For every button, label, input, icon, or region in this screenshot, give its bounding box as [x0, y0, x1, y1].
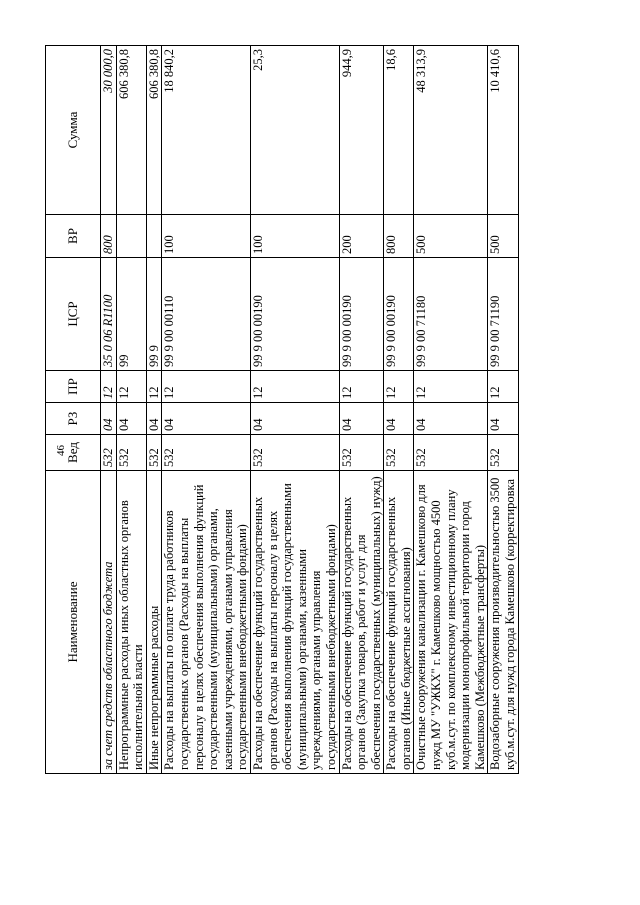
row-sum: 10 410,6: [488, 46, 518, 215]
row-vr: 100: [250, 215, 339, 258]
row-rz: 04: [384, 403, 414, 435]
table-row: [339, 46, 384, 774]
row-ved: 532: [250, 435, 339, 471]
row-vr: 800: [384, 215, 414, 258]
row-rz: 04: [250, 403, 339, 435]
row-ved: 532: [488, 435, 518, 471]
header-name: Наименование: [46, 471, 101, 774]
header-pr: ПР: [46, 371, 101, 403]
row-sum: 30 000,0: [101, 46, 117, 215]
table-header-row: [46, 46, 101, 774]
row-name: Расходы на выплаты по оплате труда работников государственных органов (Расходы на выплаты персоналу в целях обеспечения выполнения функций государственными (муниципальными) органами, казенными учреждениями, органами управления государственными внебюджетными фондами): [162, 471, 251, 774]
header-rz: РЗ: [46, 403, 101, 435]
row-csr: 35 0 06 R1100: [101, 258, 117, 371]
row-pr: 12: [116, 371, 146, 403]
row-sum: 48 313,9: [414, 46, 488, 215]
row-vr: 100: [162, 215, 251, 258]
row-rz: 04: [116, 403, 146, 435]
table-row: [414, 46, 488, 774]
row-csr: 99 9 00 71190: [488, 258, 518, 371]
row-name: Расходы на обеспечение функций государственных органов (Закупка товаров, работ и услуг для обеспечения государственных (муниципальных) нужд): [339, 471, 384, 774]
row-sum: 944,9: [339, 46, 384, 215]
row-ved: 532: [414, 435, 488, 471]
row-rz: 04: [101, 403, 117, 435]
table-row: [162, 46, 251, 774]
table-row: [146, 46, 162, 774]
row-csr: 99 9 00 00190: [250, 258, 339, 371]
row-csr: 99 9 00 00110: [162, 258, 251, 371]
page-number: 46: [55, 445, 67, 456]
table-row: [488, 46, 518, 774]
header-vr: ВР: [46, 215, 101, 258]
row-name: Непрограммные расходы иных областных органов исполнительной власти: [116, 471, 146, 774]
row-csr: 99 9 00 71180: [414, 258, 488, 371]
row-name: за счет средств областного бюджета: [101, 471, 117, 774]
row-name: Иные непрограммные расходы: [146, 471, 162, 774]
budget-table: [45, 45, 519, 774]
row-pr: 12: [488, 371, 518, 403]
row-rz: 04: [339, 403, 384, 435]
row-vr: 500: [488, 215, 518, 258]
row-vr: [146, 215, 162, 258]
table-row: [384, 46, 414, 774]
row-sum: 606 380,8: [116, 46, 146, 215]
row-rz: 04: [162, 403, 251, 435]
table-row: [101, 46, 117, 774]
row-pr: 12: [146, 371, 162, 403]
row-pr: 12: [101, 371, 117, 403]
row-ved: 532: [101, 435, 117, 471]
row-vr: [116, 215, 146, 258]
row-rz: 04: [488, 403, 518, 435]
row-ved: 532: [339, 435, 384, 471]
row-name: Расходы на обеспечение функций государственных органов (Расходы на выплаты персоналу в целях обеспечения выполнения функций государственными (муниципальными) органами, казенными учреждениями, органами управления государственными внебюджетными фондами): [250, 471, 339, 774]
row-pr: 12: [250, 371, 339, 403]
row-name: Очистные сооружения канализации г. Камешково для нужд МУ "УЖКХ" г. Камешково мощностью 4500 куб.м.сут. по комплексному инвестиционному плану модернизации монопрофильной территории город Камешково (Межбюджетные трансферты): [414, 471, 488, 774]
row-vr: 200: [339, 215, 384, 258]
row-pr: 12: [162, 371, 251, 403]
row-pr: 12: [384, 371, 414, 403]
row-csr: 99: [116, 258, 146, 371]
row-name: Расходы на обеспечение функций государственных органов (Иные бюджетные ассигнования): [384, 471, 414, 774]
row-sum: 606 380,8: [146, 46, 162, 215]
row-ved: 532: [116, 435, 146, 471]
row-csr: 99 9: [146, 258, 162, 371]
header-sum: Сумма: [46, 46, 101, 215]
row-pr: 12: [339, 371, 384, 403]
header-csr: ЦСР: [46, 258, 101, 371]
row-ved: 532: [146, 435, 162, 471]
row-vr: 800: [101, 215, 117, 258]
row-ved: 532: [162, 435, 251, 471]
table-row: [116, 46, 146, 774]
row-rz: 04: [146, 403, 162, 435]
table-row: [250, 46, 339, 774]
row-sum: 18,6: [384, 46, 414, 215]
row-sum: 25,3: [250, 46, 339, 215]
row-vr: 500: [414, 215, 488, 258]
row-csr: 99 9 00 00190: [384, 258, 414, 371]
row-sum: 18 840,2: [162, 46, 251, 215]
row-csr: 99 9 00 00190: [339, 258, 384, 371]
budget-table-rotated: [45, 46, 593, 774]
row-pr: 12: [414, 371, 488, 403]
row-name: Водозаборные сооружения производительностью 3500 куб.м.сут. для нужд города Камешково (корректировка: [488, 471, 518, 774]
row-rz: 04: [414, 403, 488, 435]
header-ved: Вед: [46, 435, 101, 471]
row-ved: 532: [384, 435, 414, 471]
